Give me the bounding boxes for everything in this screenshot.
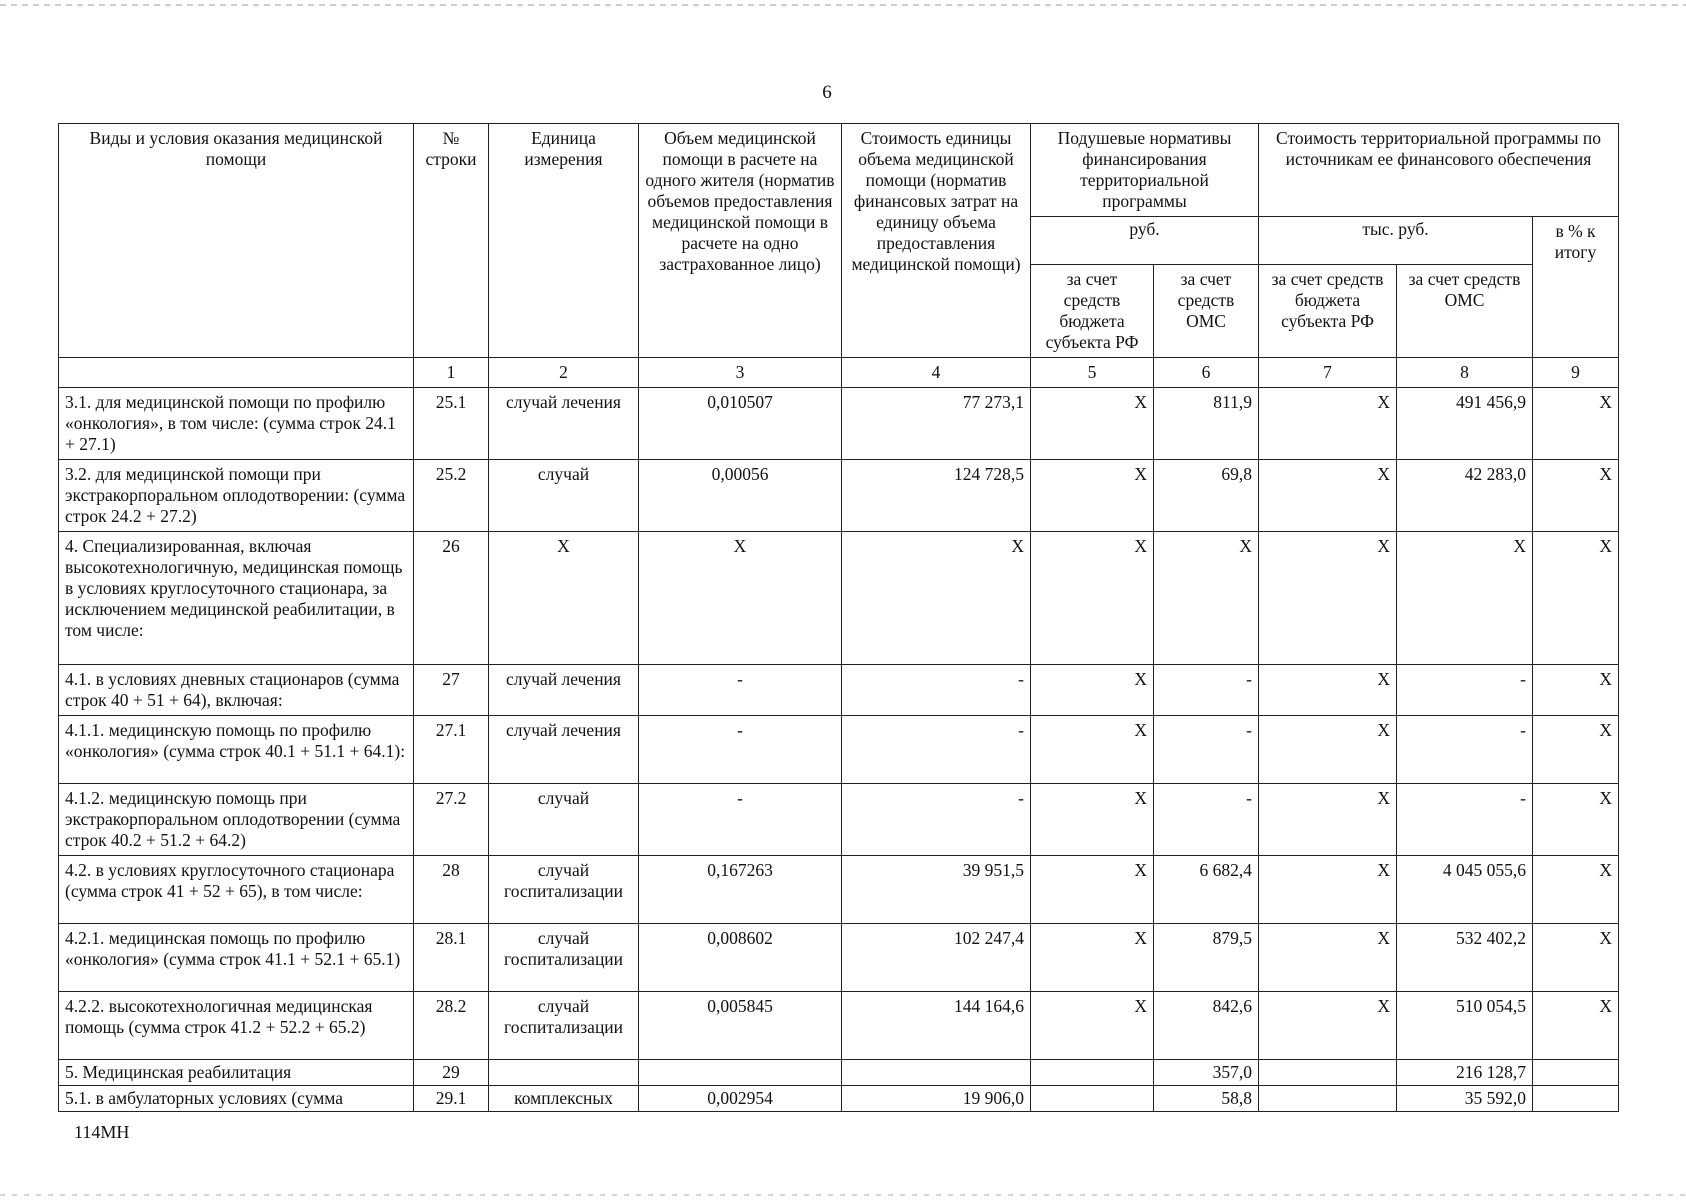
row-name: 4.1. в условиях дневных стационаров (сумма строк 40 + 51 + 64), включая: — [59, 665, 414, 716]
row-oms-thousand: 510 054,5 — [1397, 992, 1533, 1060]
row-budget-thousand: X — [1259, 665, 1397, 716]
table-row — [59, 1060, 1619, 1086]
row-budget-thousand: X — [1259, 924, 1397, 992]
row-cost: X — [842, 532, 1031, 665]
row-volume — [639, 1060, 842, 1086]
row-volume: 0,008602 — [639, 924, 842, 992]
row-pct: X — [1533, 856, 1619, 924]
row-name: 4.2.2. высокотехнологичная медицинская помощь (сумма строк 41.2 + 52.2 + 65.2) — [59, 992, 414, 1060]
row-oms-thousand: - — [1397, 784, 1533, 856]
row-cost: - — [842, 716, 1031, 784]
row-pct: X — [1533, 388, 1619, 460]
row-volume: - — [639, 716, 842, 784]
column-number-blank — [59, 358, 414, 388]
row-oms-rub: 811,9 — [1154, 388, 1259, 460]
row-budget-thousand: X — [1259, 716, 1397, 784]
row-oms-rub: 69,8 — [1154, 460, 1259, 532]
row-budget-rub: X — [1031, 460, 1154, 532]
row-budget-thousand: X — [1259, 460, 1397, 532]
column-number: 2 — [489, 358, 639, 388]
row-pct: X — [1533, 665, 1619, 716]
header-line-no: № строки — [414, 124, 489, 358]
row-oms-thousand: - — [1397, 716, 1533, 784]
row-budget-thousand: X — [1259, 532, 1397, 665]
row-budget-rub: X — [1031, 388, 1154, 460]
row-pct: X — [1533, 784, 1619, 856]
row-cost: 124 728,5 — [842, 460, 1031, 532]
row-oms-thousand: 491 456,9 — [1397, 388, 1533, 460]
row-oms-thousand: - — [1397, 665, 1533, 716]
scan-edge-bottom — [0, 1194, 1686, 1196]
column-number: 3 — [639, 358, 842, 388]
row-oms-rub: - — [1154, 665, 1259, 716]
row-unit: случай лечения — [489, 716, 639, 784]
row-cost: 77 273,1 — [842, 388, 1031, 460]
row-cost: 144 164,6 — [842, 992, 1031, 1060]
row-name: 3.2. для медицинской помощи при экстракорпоральном оплодотворении: (сумма строк 24.2 + 27.2) — [59, 460, 414, 532]
table-row — [59, 532, 1619, 665]
financing-table — [58, 123, 1619, 1112]
header-program-cost-group: Стоимость территориальной программы по источникам ее финансового обеспечения — [1259, 124, 1619, 217]
header-per-capita-group: Подушевые нормативы финансирования территориальной программы — [1031, 124, 1259, 217]
row-budget-thousand: X — [1259, 856, 1397, 924]
row-budget-thousand: X — [1259, 388, 1397, 460]
row-volume: - — [639, 784, 842, 856]
header-pct-total: в % к итогу — [1533, 217, 1619, 358]
row-unit: случай госпитализации — [489, 856, 639, 924]
row-unit: случай лечения — [489, 388, 639, 460]
row-unit: комплексных — [489, 1086, 639, 1112]
row-oms-rub: 357,0 — [1154, 1060, 1259, 1086]
header-volume: Объем медицинской помощи в расчете на одного жителя (норматив объемов предоставления медицинской помощи в расчете на одно застрахованное лицо) — [639, 124, 842, 358]
row-line-no: 29 — [414, 1060, 489, 1086]
row-line-no: 27.1 — [414, 716, 489, 784]
table-row — [59, 992, 1619, 1060]
row-oms-thousand: 532 402,2 — [1397, 924, 1533, 992]
row-cost: 102 247,4 — [842, 924, 1031, 992]
row-budget-thousand — [1259, 1086, 1397, 1112]
row-cost: - — [842, 665, 1031, 716]
row-unit: случай — [489, 460, 639, 532]
row-oms-rub: - — [1154, 716, 1259, 784]
row-line-no: 28.1 — [414, 924, 489, 992]
row-oms-thousand: 4 045 055,6 — [1397, 856, 1533, 924]
row-oms-rub: 879,5 — [1154, 924, 1259, 992]
row-pct — [1533, 1086, 1619, 1112]
row-budget-rub — [1031, 1060, 1154, 1086]
row-pct: X — [1533, 716, 1619, 784]
row-pct — [1533, 1060, 1619, 1086]
row-budget-rub: X — [1031, 665, 1154, 716]
row-budget-rub: X — [1031, 784, 1154, 856]
row-cost: 19 906,0 — [842, 1086, 1031, 1112]
row-unit: случай — [489, 784, 639, 856]
row-budget-thousand — [1259, 1060, 1397, 1086]
column-number: 9 — [1533, 358, 1619, 388]
row-volume: 0,002954 — [639, 1086, 842, 1112]
header-unit-thousand-rub: тыс. руб. — [1259, 217, 1533, 265]
row-budget-rub: X — [1031, 532, 1154, 665]
row-name: 3.1. для медицинской помощи по профилю «онкология», в том числе: (сумма строк 24.1 + 27.1) — [59, 388, 414, 460]
column-number: 4 — [842, 358, 1031, 388]
row-oms-thousand: 42 283,0 — [1397, 460, 1533, 532]
row-oms-rub: 58,8 — [1154, 1086, 1259, 1112]
row-line-no: 25.2 — [414, 460, 489, 532]
row-line-no: 27 — [414, 665, 489, 716]
row-oms-rub: X — [1154, 532, 1259, 665]
column-number: 5 — [1031, 358, 1154, 388]
column-number: 1 — [414, 358, 489, 388]
row-oms-thousand: X — [1397, 532, 1533, 665]
header-row-1 — [59, 124, 1619, 217]
scan-edge-top — [0, 4, 1686, 6]
row-line-no: 26 — [414, 532, 489, 665]
table-row — [59, 784, 1619, 856]
row-oms-rub: - — [1154, 784, 1259, 856]
row-oms-rub: 6 682,4 — [1154, 856, 1259, 924]
row-line-no: 28.2 — [414, 992, 489, 1060]
document-code: 114МН — [74, 1122, 130, 1142]
row-oms-thousand: 35 592,0 — [1397, 1086, 1533, 1112]
page-number: 6 — [822, 82, 832, 103]
row-volume: 0,005845 — [639, 992, 842, 1060]
header-oms-rub: за счет средств ОМС — [1154, 265, 1259, 358]
row-unit: случай госпитализации — [489, 924, 639, 992]
column-number: 8 — [1397, 358, 1533, 388]
table-row — [59, 856, 1619, 924]
table-row — [59, 924, 1619, 992]
header-oms-thousand: за счет средств ОМС — [1397, 265, 1533, 358]
row-name: 4.1.1. медицинскую помощь по профилю «онкология» (сумма строк 40.1 + 51.1 + 64.1): — [59, 716, 414, 784]
row-line-no: 29.1 — [414, 1086, 489, 1112]
header-budget-rub: за счет средств бюджета субъекта РФ — [1031, 265, 1154, 358]
row-line-no: 27.2 — [414, 784, 489, 856]
table-row — [59, 460, 1619, 532]
row-cost: 39 951,5 — [842, 856, 1031, 924]
row-cost — [842, 1060, 1031, 1086]
column-number: 6 — [1154, 358, 1259, 388]
row-oms-rub: 842,6 — [1154, 992, 1259, 1060]
header-unit-cost: Стоимость единицы объема медицинской помощи (норматив финансовых затрат на единицу объема предоставления медицинской помощи) — [842, 124, 1031, 358]
row-pct: X — [1533, 924, 1619, 992]
table-row — [59, 388, 1619, 460]
row-oms-thousand: 216 128,7 — [1397, 1060, 1533, 1086]
row-volume: X — [639, 532, 842, 665]
row-budget-rub: X — [1031, 924, 1154, 992]
row-pct: X — [1533, 992, 1619, 1060]
row-cost: - — [842, 784, 1031, 856]
row-unit: X — [489, 532, 639, 665]
header-budget-thousand: за счет средств бюджета субъекта РФ — [1259, 265, 1397, 358]
table-row — [59, 1086, 1619, 1112]
row-name: 5.1. в амбулаторных условиях (сумма — [59, 1086, 414, 1112]
row-unit: случай лечения — [489, 665, 639, 716]
row-volume: 0,010507 — [639, 388, 842, 460]
row-budget-rub: X — [1031, 856, 1154, 924]
table-row — [59, 665, 1619, 716]
row-budget-rub — [1031, 1086, 1154, 1112]
header-kinds: Виды и условия оказания медицинской помощи — [59, 124, 414, 358]
table-row — [59, 716, 1619, 784]
header-unit: Единица измерения — [489, 124, 639, 358]
row-pct: X — [1533, 532, 1619, 665]
row-name: 4.2.1. медицинская помощь по профилю «онкология» (сумма строк 41.1 + 52.1 + 65.1) — [59, 924, 414, 992]
column-numbers-row — [59, 358, 1619, 388]
header-unit-rub: руб. — [1031, 217, 1259, 265]
row-unit — [489, 1060, 639, 1086]
row-line-no: 28 — [414, 856, 489, 924]
row-volume: - — [639, 665, 842, 716]
row-budget-rub: X — [1031, 716, 1154, 784]
row-volume: 0,167263 — [639, 856, 842, 924]
row-name: 4.1.2. медицинскую помощь при экстракорпоральном оплодотворении (сумма строк 40.2 + 51.2 + 64.2) — [59, 784, 414, 856]
row-budget-thousand: X — [1259, 784, 1397, 856]
row-budget-rub: X — [1031, 992, 1154, 1060]
row-name: 4.2. в условиях круглосуточного стационара (сумма строк 41 + 52 + 65), в том числе: — [59, 856, 414, 924]
row-pct: X — [1533, 460, 1619, 532]
row-line-no: 25.1 — [414, 388, 489, 460]
row-name: 4. Специализированная, включая высокотехнологичную, медицинская помощь в условиях круглосуточного стационара, за исключением медицинской реабилитации, в том числе: — [59, 532, 414, 665]
row-budget-thousand: X — [1259, 992, 1397, 1060]
row-volume: 0,00056 — [639, 460, 842, 532]
column-number: 7 — [1259, 358, 1397, 388]
row-name: 5. Медицинская реабилитация — [59, 1060, 414, 1086]
row-unit: случай госпитализации — [489, 992, 639, 1060]
